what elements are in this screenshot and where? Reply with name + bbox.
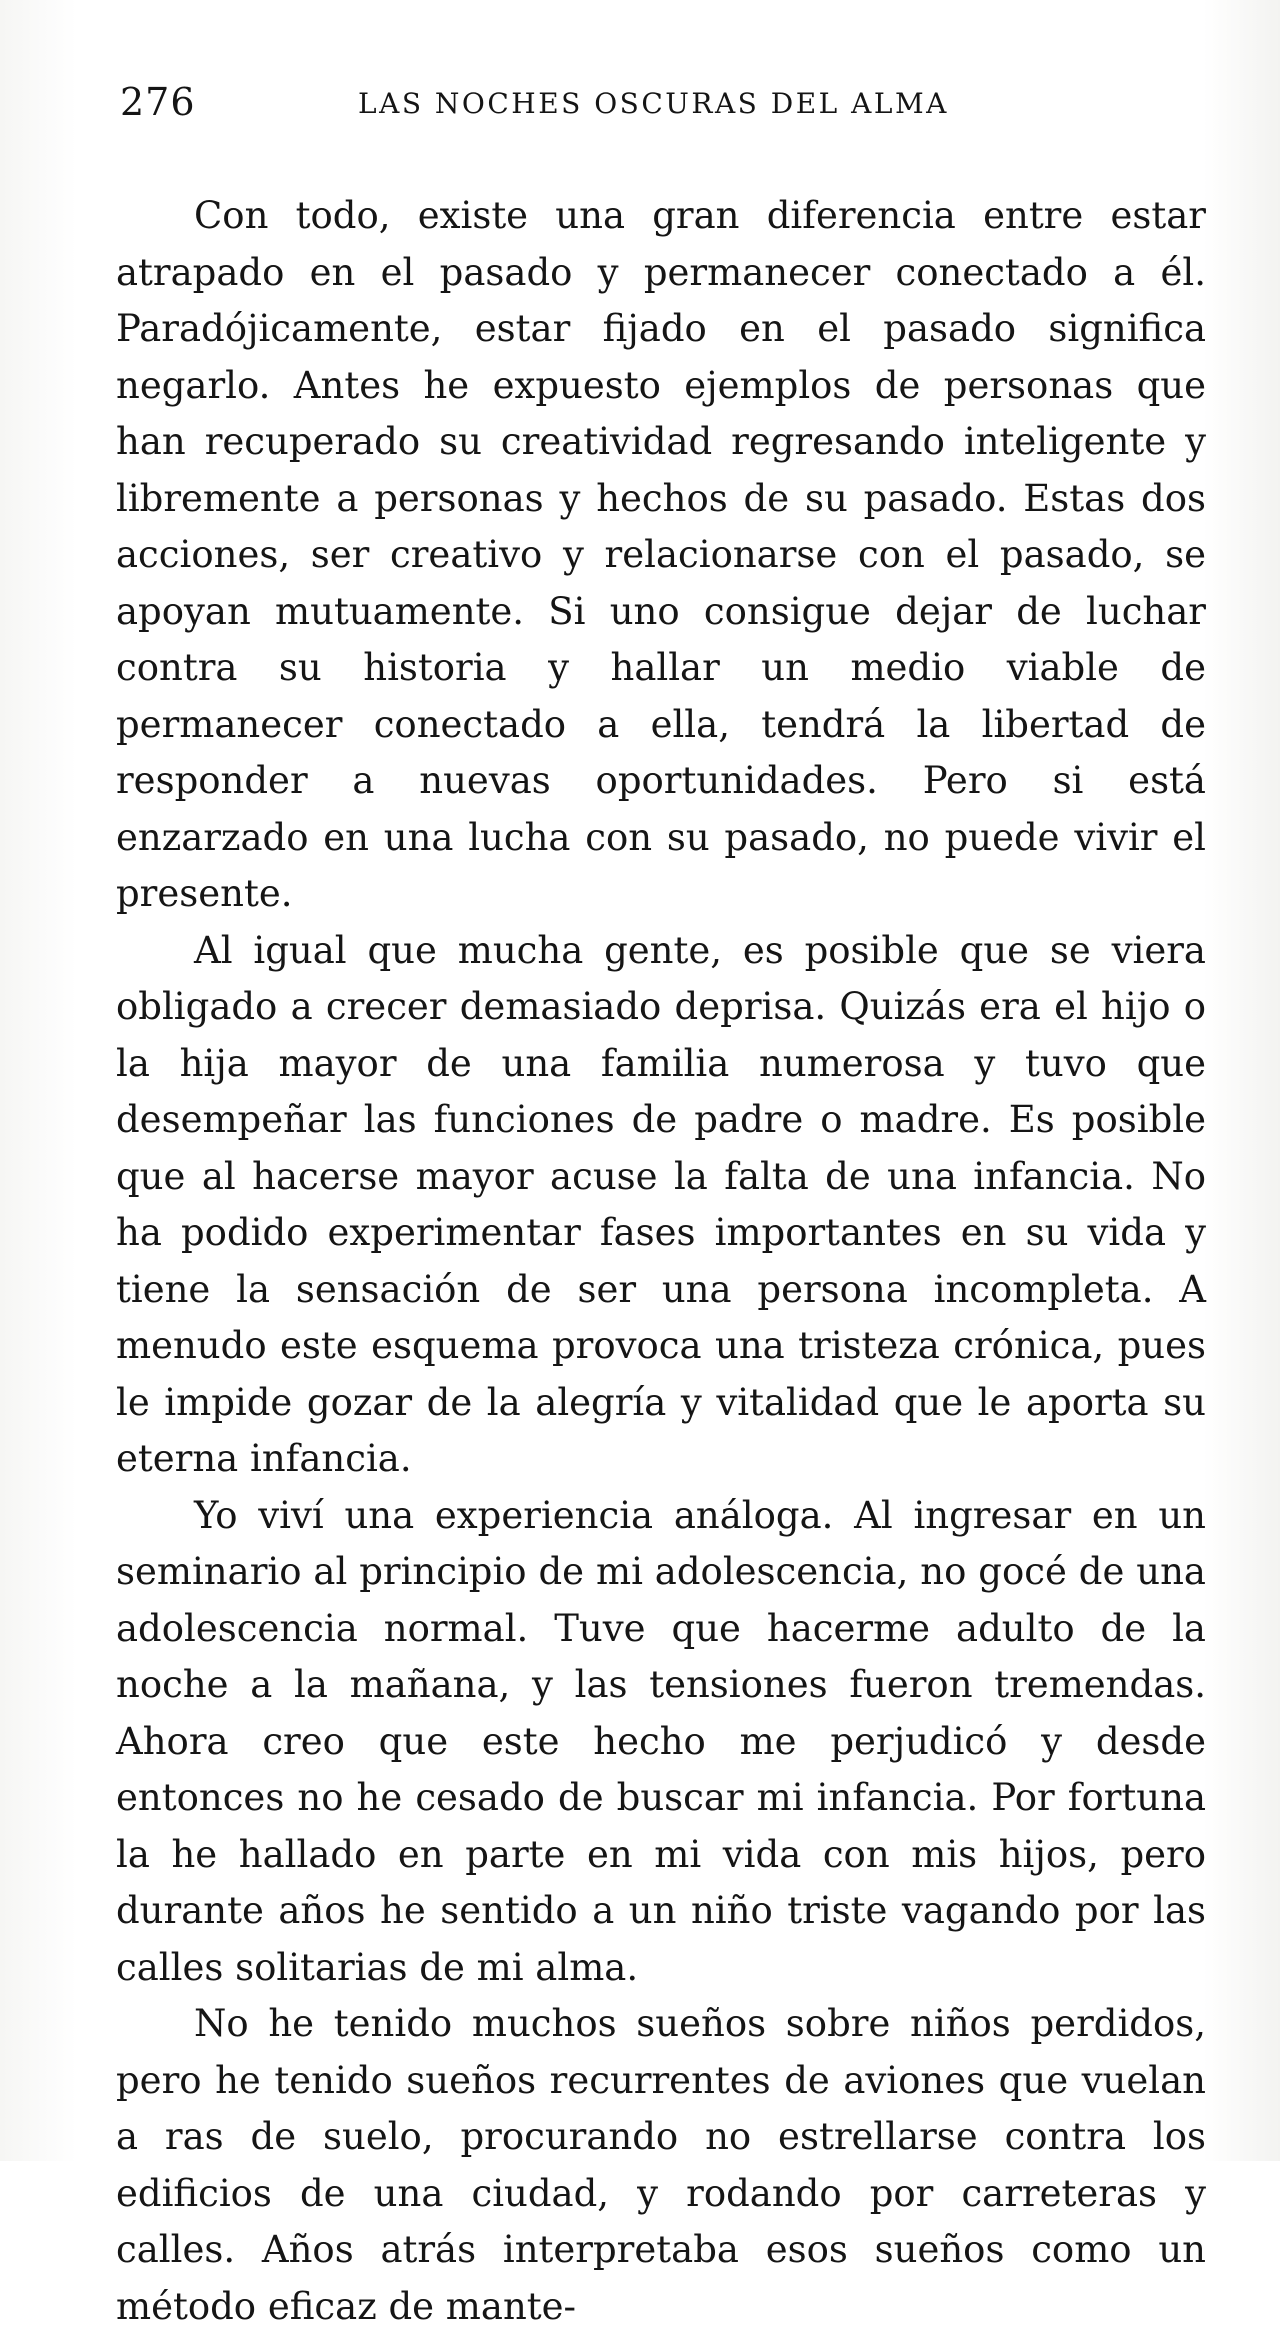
page-number: 276 (120, 80, 196, 124)
book-title: LAS NOCHES OSCURAS DEL ALMA (358, 87, 949, 120)
paragraph: Yo viví una experiencia análoga. Al ingresar en un seminario al principio de mi adolescencia, no gocé de una adolescencia normal. Tuve que hacerme adulto de la noche a la mañana, y las tensiones fueron tremendas. Ahora creo que este hecho me perjudicó y desde entonces no he cesado de buscar mi infancia. Por fortuna la he hallado en parte en mi vida con mis hijos, pero durante años he sentido a un niño triste vagando por las calles solitarias de mi alma. (116, 1493, 1206, 1989)
paragraph: Al igual que mucha gente, es posible que se viera obligado a crecer demasiado deprisa. Quizás era el hijo o la hija mayor de una familia numerosa y tuvo que desempeñar las funciones de padre o madre. Es posible que al hacerse mayor acuse la falta de una infancia. No ha podido experimentar fases importantes en su vida y tiene la sensación de ser una persona incompleta. A menudo este esquema provoca una tristeza crónica, pues le impide gozar de la alegría y vitalidad que le aporta su eterna infancia. (116, 928, 1206, 1480)
body-text (116, 188, 1206, 2335)
paragraph: Con todo, existe una gran diferencia entre estar atrapado en el pasado y permanecer conectado a él. Paradójicamente, estar fijado en el pasado significa negarlo. Antes he expuesto ejemplos de personas que han recuperado su creatividad regresando inteligente y libremente a personas y hechos de su pasado. Estas dos acciones, ser creativo y relacionarse con el pasado, se apoyan mutuamente. Si uno consigue dejar de luchar contra su historia y hallar un medio viable de permanecer conectado a ella, tendrá la libertad de responder a nuevas oportunidades. Pero si está enzarzado en una lucha con su pasado, no puede vivir el presente. (116, 194, 1206, 915)
paragraph: No he tenido muchos sueños sobre niños perdidos, pero he tenido sueños recurrentes de aviones que vuelan a ras de suelo, procurando no estrellarse contra los edificios de una ciudad, y rodando por carreteras y calles. Años atrás interpretaba esos sueños como un método eficaz de mante- (116, 2002, 1206, 2328)
running-header (120, 72, 1210, 132)
